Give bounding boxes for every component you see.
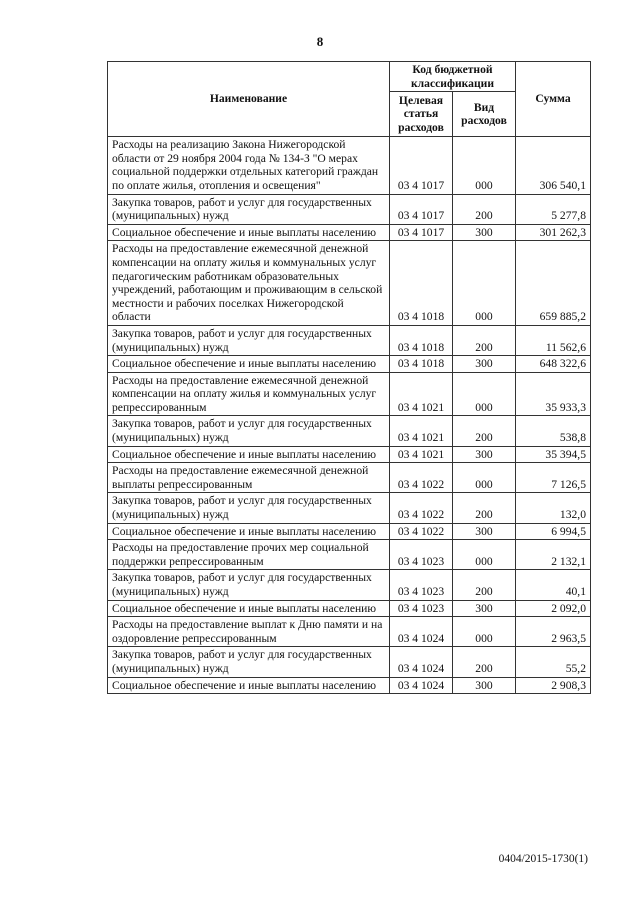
row-expense-type: 200	[453, 325, 516, 355]
table-row	[108, 617, 591, 647]
row-name: Расходы на предоставление ежемесячной денежной компенсации на оплату жилья и коммунальных услуг педагогическим работникам образовательных учреждений, работающим и проживающим в сельской местности и рабочих поселках Нижегородской области	[108, 241, 390, 326]
row-name: Закупка товаров, работ и услуг для государственных (муниципальных) нужд	[108, 493, 390, 523]
table-row	[108, 325, 591, 355]
row-expense-type: 300	[453, 677, 516, 694]
row-name: Закупка товаров, работ и услуг для государственных (муниципальных) нужд	[108, 416, 390, 446]
row-amount: 306 540,1	[516, 137, 591, 194]
row-expense-type: 300	[453, 600, 516, 617]
row-target-code: 03 4 1021	[390, 416, 453, 446]
row-name: Социальное обеспечение и иные выплаты населению	[108, 600, 390, 617]
row-expense-type: 000	[453, 137, 516, 194]
row-target-code: 03 4 1017	[390, 137, 453, 194]
row-expense-type: 000	[453, 540, 516, 570]
row-name: Расходы на предоставление ежемесячной денежной компенсации на оплату жилья и коммунальных услуг репрессированным	[108, 372, 390, 416]
row-amount: 5 277,8	[516, 194, 591, 224]
table-header	[108, 62, 591, 137]
row-expense-type: 000	[453, 241, 516, 326]
table-row	[108, 137, 591, 194]
table-row	[108, 677, 591, 694]
row-amount: 132,0	[516, 493, 591, 523]
row-target-code: 03 4 1018	[390, 241, 453, 326]
row-amount: 2 092,0	[516, 600, 591, 617]
row-name: Закупка товаров, работ и услуг для государственных (муниципальных) нужд	[108, 194, 390, 224]
table-row	[108, 600, 591, 617]
row-amount: 659 885,2	[516, 241, 591, 326]
row-expense-type: 000	[453, 372, 516, 416]
page-number: 8	[316, 34, 324, 49]
table-row	[108, 356, 591, 373]
row-amount: 538,8	[516, 416, 591, 446]
table-row	[108, 224, 591, 241]
row-expense-type: 300	[453, 446, 516, 463]
row-target-code: 03 4 1018	[390, 325, 453, 355]
row-expense-type: 200	[453, 570, 516, 600]
table-body	[108, 137, 591, 694]
row-name: Социальное обеспечение и иные выплаты населению	[108, 677, 390, 694]
row-expense-type: 300	[453, 356, 516, 373]
row-target-code: 03 4 1023	[390, 600, 453, 617]
row-target-code: 03 4 1024	[390, 647, 453, 677]
row-target-code: 03 4 1017	[390, 194, 453, 224]
row-expense-type: 200	[453, 493, 516, 523]
row-name: Закупка товаров, работ и услуг для государственных (муниципальных) нужд	[108, 647, 390, 677]
row-amount: 301 262,3	[516, 224, 591, 241]
row-amount: 40,1	[516, 570, 591, 600]
table-row	[108, 372, 591, 416]
row-target-code: 03 4 1017	[390, 224, 453, 241]
row-expense-type: 000	[453, 617, 516, 647]
row-target-code: 03 4 1023	[390, 540, 453, 570]
table-row	[108, 194, 591, 224]
row-amount: 35 933,3	[516, 372, 591, 416]
row-name: Социальное обеспечение и иные выплаты населению	[108, 224, 390, 241]
header-target-article: Целевая статья расходов	[390, 92, 453, 137]
row-amount: 6 994,5	[516, 523, 591, 540]
row-target-code: 03 4 1022	[390, 463, 453, 493]
row-amount: 648 322,6	[516, 356, 591, 373]
row-name: Закупка товаров, работ и услуг для государственных (муниципальных) нужд	[108, 570, 390, 600]
table-row	[108, 570, 591, 600]
table-row	[108, 241, 591, 326]
table-row	[108, 647, 591, 677]
row-target-code: 03 4 1024	[390, 617, 453, 647]
row-name: Социальное обеспечение и иные выплаты населению	[108, 523, 390, 540]
row-name: Социальное обеспечение и иные выплаты населению	[108, 446, 390, 463]
row-amount: 55,2	[516, 647, 591, 677]
row-amount: 35 394,5	[516, 446, 591, 463]
row-amount: 2 908,3	[516, 677, 591, 694]
row-target-code: 03 4 1022	[390, 523, 453, 540]
row-target-code: 03 4 1022	[390, 493, 453, 523]
row-name: Расходы на реализацию Закона Нижегородской области от 29 ноября 2004 года № 134-З "О мерах социальной поддержки отдельных категорий граждан по оплате жилья, отопления и освещения"	[108, 137, 390, 194]
row-expense-type: 200	[453, 194, 516, 224]
row-amount: 2 132,1	[516, 540, 591, 570]
table-row	[108, 493, 591, 523]
header-name: Наименование	[108, 62, 390, 137]
row-target-code: 03 4 1018	[390, 356, 453, 373]
row-target-code: 03 4 1021	[390, 372, 453, 416]
table-row	[108, 540, 591, 570]
row-name: Закупка товаров, работ и услуг для государственных (муниципальных) нужд	[108, 325, 390, 355]
document-code: 0404/2015-1730(1)	[498, 853, 588, 865]
row-expense-type: 200	[453, 647, 516, 677]
table-row	[108, 446, 591, 463]
table-row	[108, 463, 591, 493]
header-code-group: Код бюджетной классификации	[390, 62, 516, 92]
row-expense-type: 200	[453, 416, 516, 446]
row-name: Расходы на предоставление прочих мер социальной поддержки репрессированным	[108, 540, 390, 570]
row-amount: 7 126,5	[516, 463, 591, 493]
row-expense-type: 300	[453, 523, 516, 540]
row-target-code: 03 4 1024	[390, 677, 453, 694]
row-name: Социальное обеспечение и иные выплаты населению	[108, 356, 390, 373]
row-amount: 11 562,6	[516, 325, 591, 355]
row-target-code: 03 4 1023	[390, 570, 453, 600]
row-expense-type: 300	[453, 224, 516, 241]
row-amount: 2 963,5	[516, 617, 591, 647]
row-expense-type: 000	[453, 463, 516, 493]
header-expense-type: Вид расходов	[453, 92, 516, 137]
row-target-code: 03 4 1021	[390, 446, 453, 463]
header-amount: Сумма	[516, 62, 591, 137]
row-name: Расходы на предоставление ежемесячной денежной выплаты репрессированным	[108, 463, 390, 493]
row-name: Расходы на предоставление выплат к Дню памяти и на оздоровление репрессированным	[108, 617, 390, 647]
budget-table	[107, 61, 591, 694]
table-row	[108, 523, 591, 540]
table-row	[108, 416, 591, 446]
